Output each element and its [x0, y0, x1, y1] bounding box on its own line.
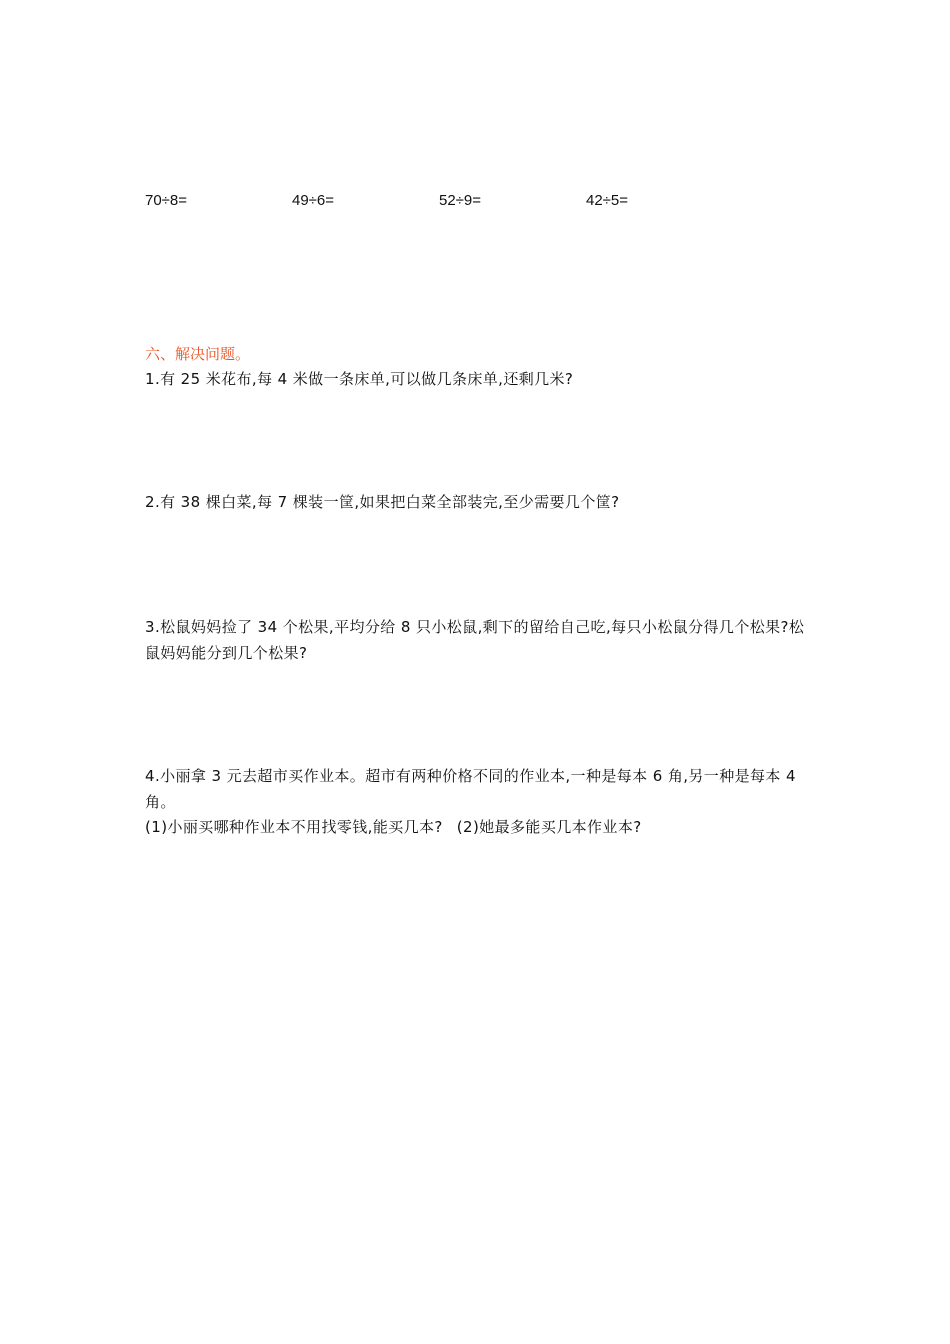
- word-problem-4-questions: [145, 814, 642, 840]
- word-problem-1: 1.有 25 米花布,每 4 米做一条床单,可以做几条床单,还剩几米?: [145, 370, 574, 388]
- section-title: 六、解决问题。: [145, 345, 251, 363]
- word-problem-4: 4.小丽拿 3 元去超市买作业本。超市有两种价格不同的作业本,一种是每本 6 角,另一种是每本 4 角。: [145, 767, 796, 811]
- sub-question-1: (1)小丽买哪种作业本不用找零钱,能买几本?: [145, 818, 443, 836]
- word-problem-3: 3.松鼠妈妈捡了 34 个松果,平均分给 8 只小松鼠,剩下的留给自己吃,每只小松鼠分得几个松果?松鼠妈妈能分到几个松果?: [145, 618, 805, 662]
- word-problem-2: 2.有 38 棵白菜,每 7 棵装一筐,如果把白菜全部装完,至少需要几个筐?: [145, 493, 620, 511]
- division-equation: 42÷5=: [586, 192, 629, 209]
- sub-question-2: (2)她最多能买几本作业本?: [456, 818, 642, 836]
- division-equation: 52÷9=: [439, 192, 482, 209]
- division-equation: 49÷6=: [292, 192, 335, 209]
- division-equation: 70÷8=: [145, 192, 188, 209]
